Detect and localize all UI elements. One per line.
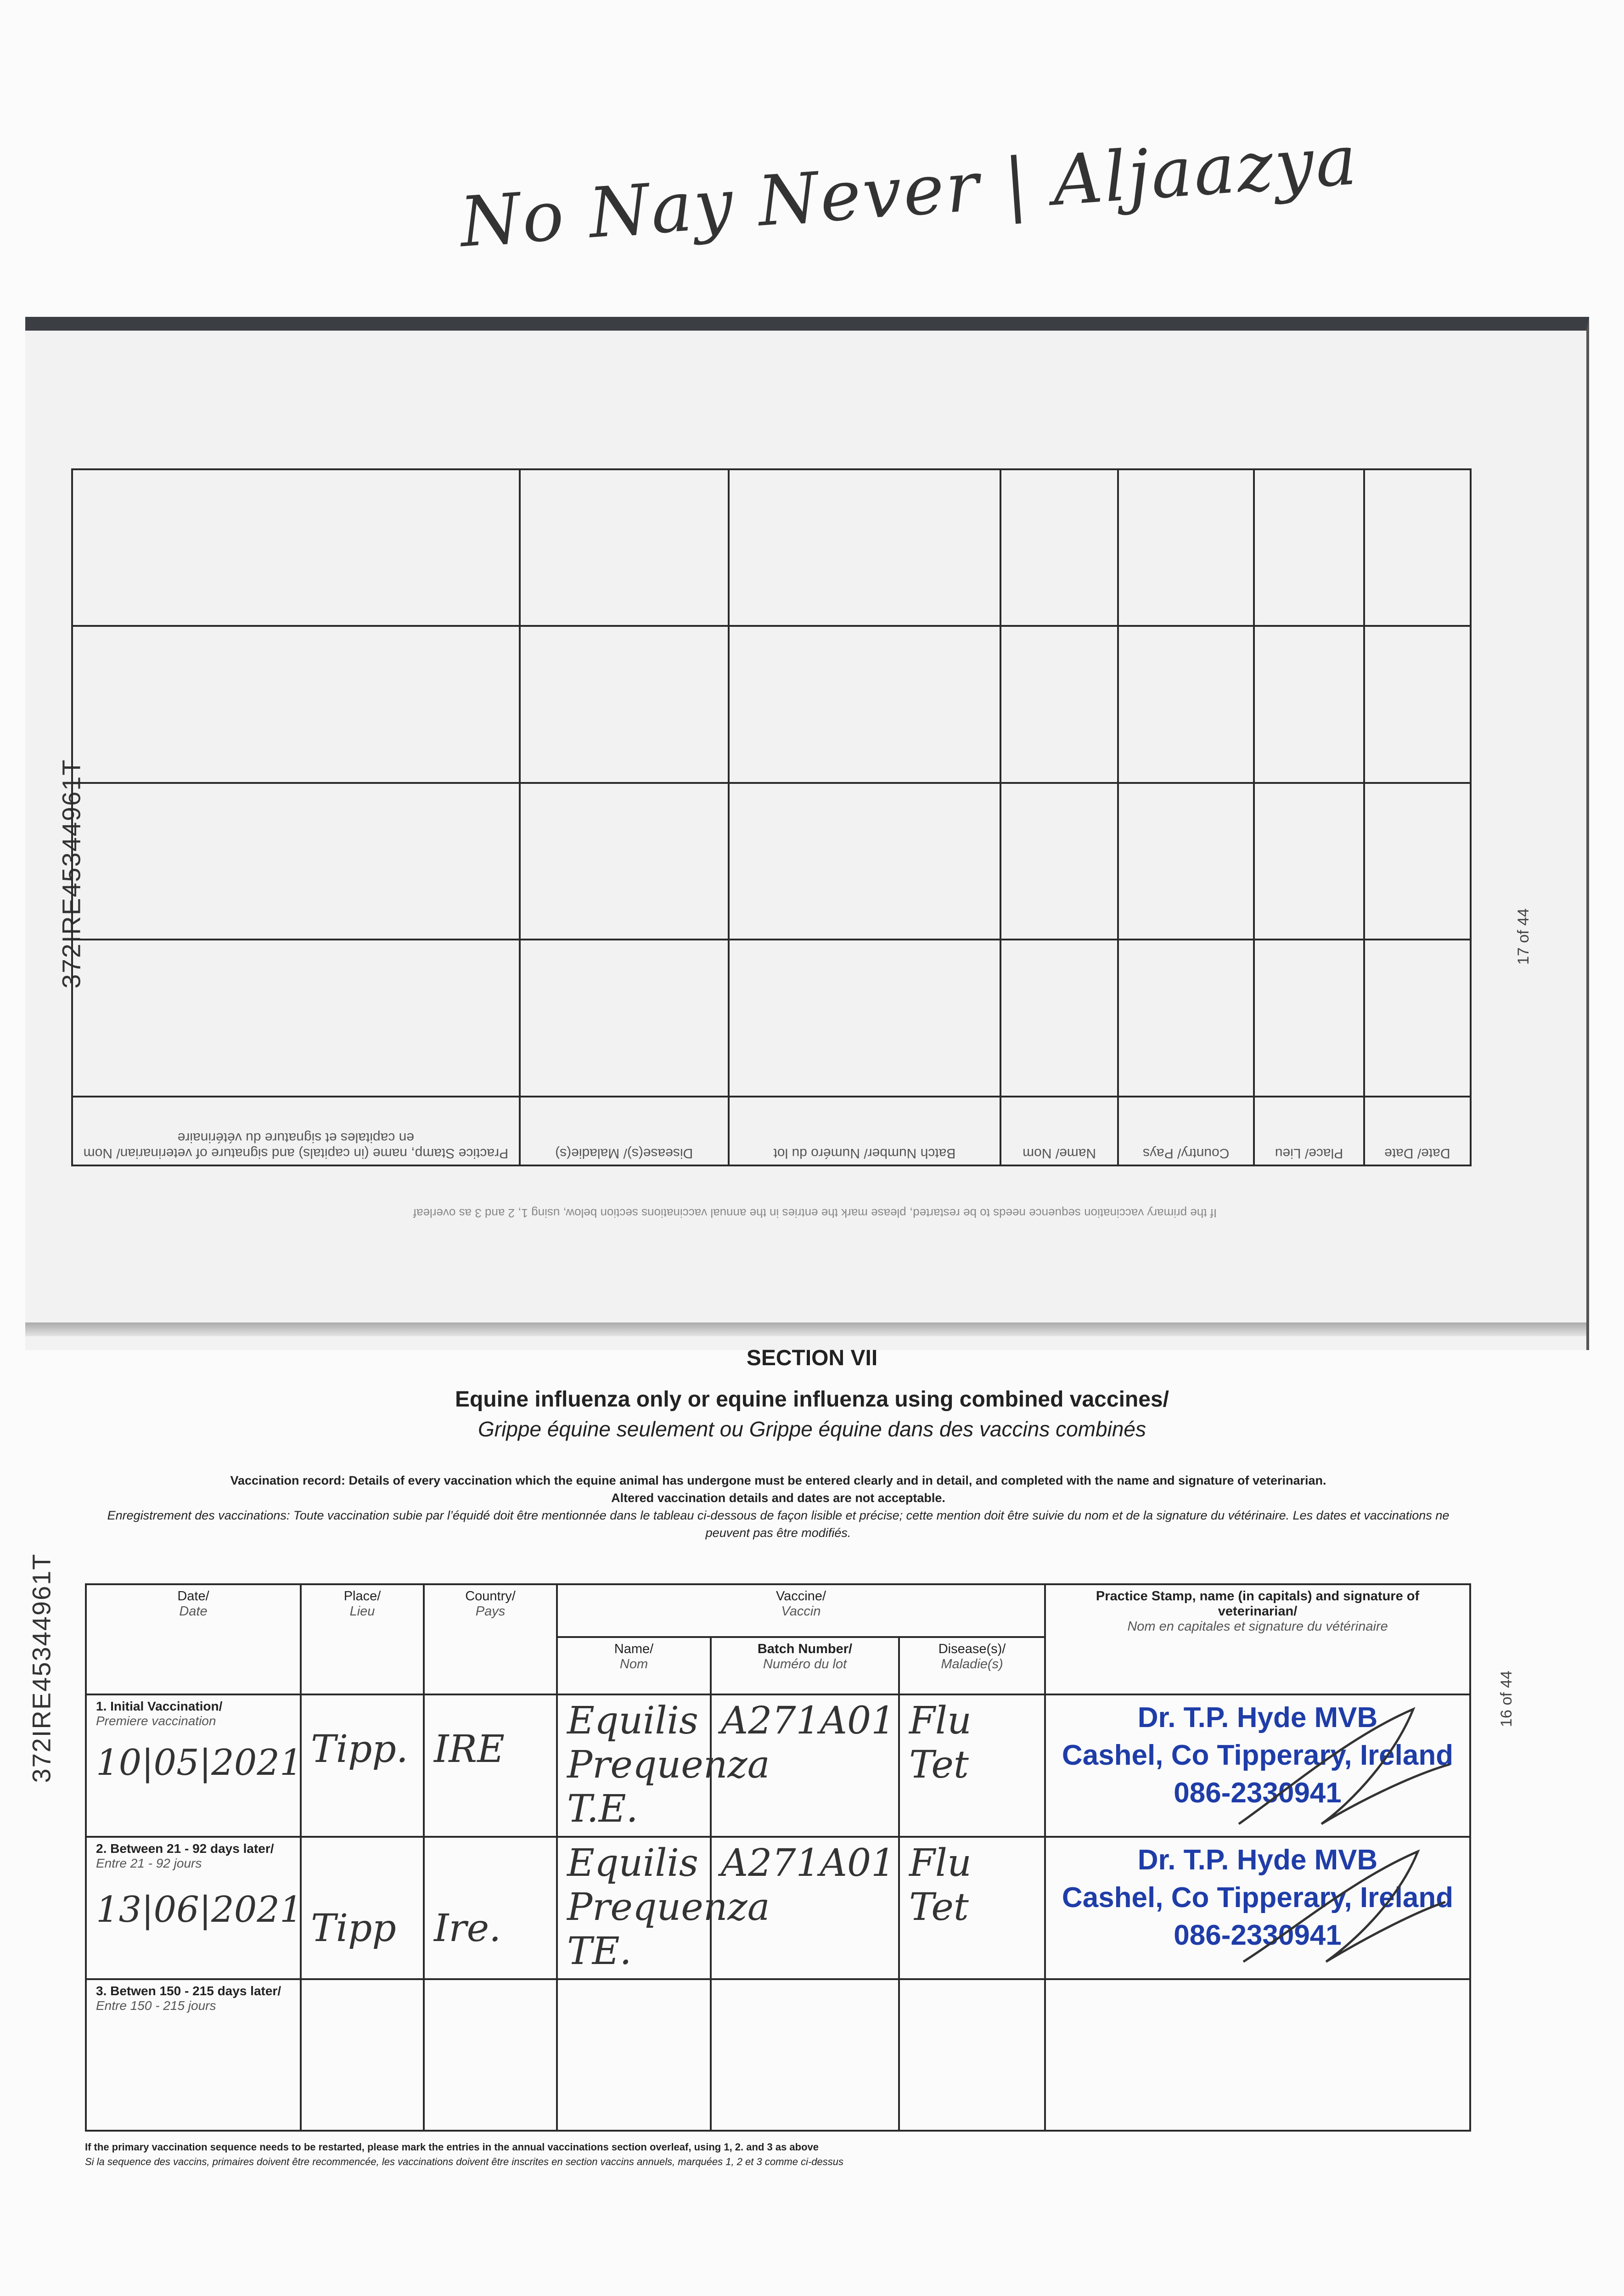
upper-table-row xyxy=(72,940,1471,1097)
vet-name: Dr. T.P. Hyde MVB xyxy=(1137,1844,1378,1876)
row-label-second: 2. Between 21 - 92 days later/ Entre 21 - 92 jours 13|06|2021 xyxy=(86,1837,301,1979)
vet-stamp xyxy=(1045,1694,1470,1837)
vaccine-name: Equilis Prequenza TE. xyxy=(557,1837,711,1979)
restart-footnote xyxy=(85,2140,1508,2169)
instructions-english-note: Altered vaccination details and dates are not acceptable. xyxy=(611,1491,945,1505)
header-diseases: Disease(s)/ Maladie(s) xyxy=(899,1637,1045,1694)
vaccination-place: Tipp xyxy=(301,1837,424,1979)
batch-number: A271A01 xyxy=(711,1694,899,1837)
header-practice-stamp: Practice Stamp, name (in capitals) and signature of veterinarian/ Nom en capitales et signature du vétérinaire xyxy=(1045,1584,1470,1694)
vaccination-place: Tipp. xyxy=(301,1694,424,1837)
header-vaccine-name: Name/ Nom xyxy=(557,1637,711,1694)
header-place: Place/ Lieu xyxy=(301,1584,424,1694)
vet-address: Cashel, Co Tipperary, Ireland xyxy=(1062,1882,1454,1913)
upper-table-row xyxy=(72,783,1471,940)
vet-stamp xyxy=(1045,1979,1470,2131)
disease-list xyxy=(899,1979,1045,2131)
document-id: 372IRE45344961T xyxy=(27,1553,56,1783)
header-vaccine: Vaccine/ Vaccin xyxy=(557,1584,1045,1637)
upper-header-disease: Disease(s)/ Maladie(s) xyxy=(520,1097,729,1165)
vaccination-country: IRE xyxy=(424,1694,557,1837)
upper-header-date: Date/ Date xyxy=(1364,1097,1471,1165)
vaccination-date: 10|05|2021 xyxy=(96,1742,303,1784)
batch-number: A271A01 xyxy=(711,1837,899,1979)
header-batch-number: Batch Number/ Numéro du lot xyxy=(711,1637,899,1694)
upper-vaccination-table xyxy=(71,468,1472,1166)
footnote-french: Si la sequence des vaccins, primaires doivent être recommencée, les vaccinations doivent être inscrites en section vaccins annuels, marquées 1, 2 et 3 comme ci-dessus xyxy=(85,2156,844,2167)
upper-header-name: Name/ Nom xyxy=(1000,1097,1118,1165)
instructions-english: Vaccination record: Details of every vaccination which the equine animal has undergone must be entered clearly and in detail, and completed with the name and signature of veterinarian. xyxy=(230,1474,1326,1487)
upper-header-batch: Batch Number/ Numéro du lot xyxy=(729,1097,1000,1165)
batch-number xyxy=(711,1979,899,2131)
vet-phone: 086-2330941 xyxy=(1174,1919,1342,1951)
handwritten-horse-name: No Nay Never | Aljaazya xyxy=(457,120,1361,263)
upper-header-place: Place/ Lieu xyxy=(1254,1097,1364,1165)
vaccination-table xyxy=(85,1583,1471,2132)
vaccination-country xyxy=(424,1979,557,2131)
vaccination-date: 13|06|2021 xyxy=(96,1889,303,1930)
table-row xyxy=(86,1694,1470,1837)
vet-address: Cashel, Co Tipperary, Ireland xyxy=(1062,1739,1454,1771)
table-row xyxy=(86,1837,1470,1979)
vaccination-record-instructions xyxy=(87,1472,1469,1542)
section-heading-english: Equine influenza only or equine influenza using combined vaccines/ xyxy=(455,1387,1169,1412)
upper-page-number: 17 of 44 xyxy=(1515,908,1533,965)
row-label-third: 3. Betwen 150 - 215 days later/ Entre 150 - 215 jours xyxy=(86,1979,301,2131)
upper-table-row xyxy=(72,469,1471,626)
page-number: 16 of 44 xyxy=(1497,1671,1515,1727)
vet-signature-icon xyxy=(1202,1842,1459,1980)
vet-name: Dr. T.P. Hyde MVB xyxy=(1137,1702,1378,1733)
vaccination-place xyxy=(301,1979,424,2131)
footnote-english: If the primary vaccination sequence needs to be restarted, please mark the entries in the annual vaccinations section overleaf, using 1, 2. and 3 as above xyxy=(85,2141,819,2153)
upper-page-upside-down xyxy=(25,317,1589,1350)
section-heading-french: Grippe équine seulement ou Grippe équine dans des vaccins combinés xyxy=(478,1417,1146,1441)
disease-list: Flu Tet xyxy=(899,1694,1045,1837)
section-title: SECTION VII xyxy=(746,1346,878,1370)
upper-footnote: If the primary vaccination sequence needs to be restarted, please mark the entries in the annual vaccinations section below, using 1, 2 and 3 as overleaf xyxy=(413,1206,1217,1220)
table-row xyxy=(86,1979,1470,2131)
vet-phone: 086-2330941 xyxy=(1174,1777,1342,1809)
upper-document-id: 372IRE45344961T xyxy=(56,759,86,989)
upper-table-row xyxy=(72,626,1471,783)
vaccination-country: Ire. xyxy=(424,1837,557,1979)
vaccine-name xyxy=(557,1979,711,2131)
vaccine-name: Equilis Prequenza T.E. xyxy=(557,1694,711,1837)
header-country: Country/ Pays xyxy=(424,1584,557,1694)
vet-signature-icon xyxy=(1202,1700,1459,1838)
page-fold-shadow xyxy=(25,1322,1586,1336)
row-label-initial: 1. Initial Vaccination/ Premiere vaccination 10|05|2021 xyxy=(86,1694,301,1837)
header-date: Date/ Date xyxy=(86,1584,301,1694)
upper-header-stamp: Practice Stamp, name (in capitals) and signature of veterinarian/ Nom en capitales et signature du vétérinaire xyxy=(72,1097,520,1165)
upper-header-country: Country/ Pays xyxy=(1118,1097,1254,1165)
instructions-french: Enregistrement des vaccinations: Toute vaccination subie par l’équidé doit être mentionnée dans le tableau ci-dessous de façon lisible et précise; cette mention doit être suivie du nom et de la signature du vétérinaire. Les dates et vaccinations ne peuvent pas être modifiés. xyxy=(107,1508,1450,1540)
vet-stamp xyxy=(1045,1837,1470,1979)
disease-list: Flu Tet xyxy=(899,1837,1045,1979)
